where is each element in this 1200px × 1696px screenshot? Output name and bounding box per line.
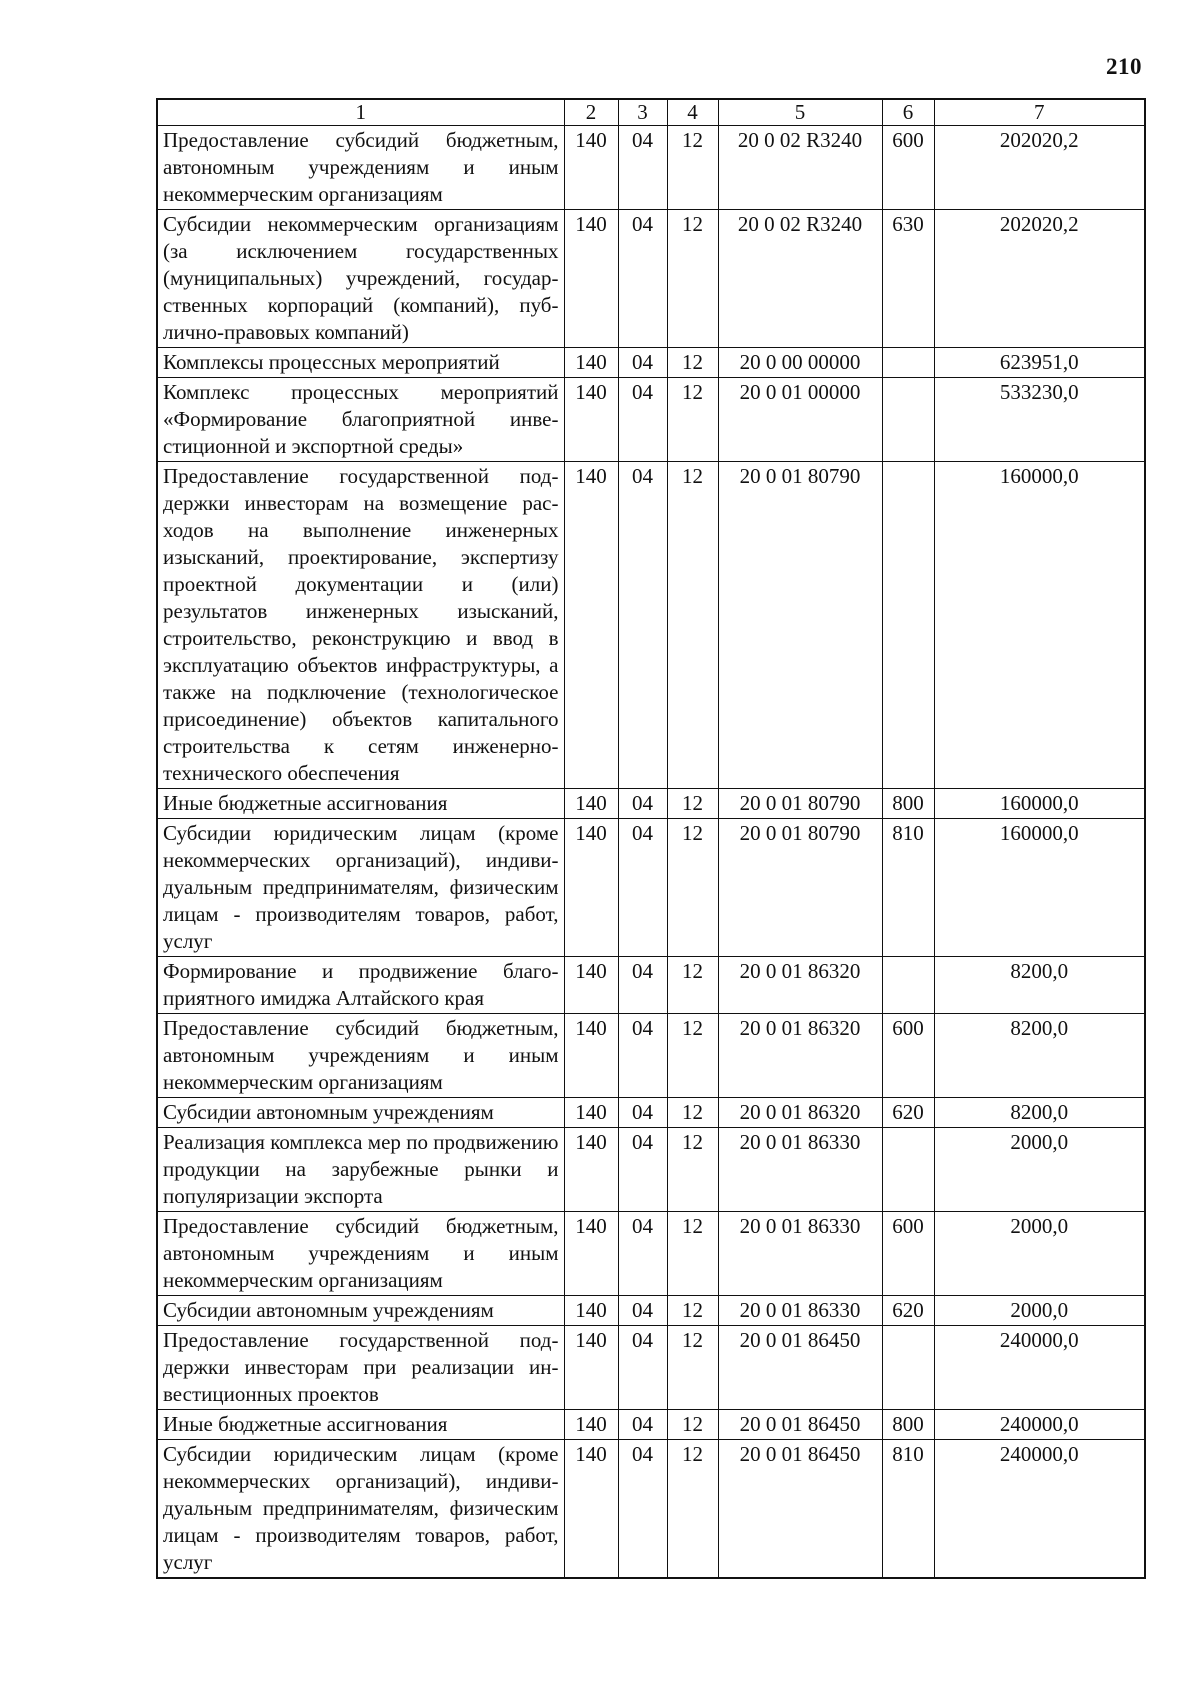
row-col-3: 04 <box>618 1440 667 1579</box>
table-row <box>157 819 1145 957</box>
row-expense-type <box>882 1326 934 1410</box>
row-target-code: 20 0 01 86330 <box>718 1128 882 1212</box>
row-col-4: 12 <box>667 819 718 957</box>
row-col-2: 140 <box>564 1296 618 1326</box>
row-expense-type: 600 <box>882 126 934 210</box>
row-col-4: 12 <box>667 1098 718 1128</box>
table-row <box>157 1212 1145 1296</box>
table-row <box>157 210 1145 348</box>
row-col-3: 04 <box>618 1098 667 1128</box>
page-number: 210 <box>1106 54 1142 79</box>
row-expense-type: 800 <box>882 1410 934 1440</box>
row-col-2: 140 <box>564 1212 618 1296</box>
row-col-3: 04 <box>618 819 667 957</box>
row-description: Реализация комплекса мер по продвижению продукции на зарубежные рынки и популяризации экспорта <box>157 1128 564 1212</box>
row-col-4: 12 <box>667 348 718 378</box>
row-col-3: 04 <box>618 348 667 378</box>
row-col-4: 12 <box>667 1128 718 1212</box>
row-amount: 2000,0 <box>934 1212 1145 1296</box>
row-col-4: 12 <box>667 462 718 789</box>
row-target-code: 20 0 01 86450 <box>718 1326 882 1410</box>
row-target-code: 20 0 01 86320 <box>718 957 882 1014</box>
row-amount: 2000,0 <box>934 1128 1145 1212</box>
row-target-code: 20 0 01 00000 <box>718 378 882 462</box>
row-col-2: 140 <box>564 789 618 819</box>
row-expense-type: 620 <box>882 1098 934 1128</box>
row-col-4: 12 <box>667 210 718 348</box>
row-description: Формирование и продвижение благоприятного имиджа Алтайского края <box>157 957 564 1014</box>
row-col-2: 140 <box>564 1014 618 1098</box>
row-expense-type: 600 <box>882 1014 934 1098</box>
row-description: Субсидии юридическим лицам (кроме некоммерческих организаций), индивидуальным предпринимателям, физическим лицам - производителям товаров, работ, услуг <box>157 819 564 957</box>
row-col-3: 04 <box>618 957 667 1014</box>
row-col-2: 140 <box>564 819 618 957</box>
row-target-code: 20 0 01 80790 <box>718 789 882 819</box>
header-col-5: 5 <box>718 99 882 126</box>
row-col-4: 12 <box>667 1296 718 1326</box>
row-col-3: 04 <box>618 1128 667 1212</box>
row-description: Предоставление субсидий бюджетным, автономным учреждениям и иным некоммерческим организациям <box>157 1014 564 1098</box>
row-description: Субсидии автономным учреждениям <box>157 1098 564 1128</box>
table-row <box>157 1440 1145 1579</box>
row-expense-type: 810 <box>882 1440 934 1579</box>
row-col-2: 140 <box>564 1098 618 1128</box>
table-row <box>157 789 1145 819</box>
row-amount: 8200,0 <box>934 1098 1145 1128</box>
row-col-3: 04 <box>618 1326 667 1410</box>
row-target-code: 20 0 02 R3240 <box>718 210 882 348</box>
row-target-code: 20 0 01 80790 <box>718 462 882 789</box>
row-col-4: 12 <box>667 1014 718 1098</box>
row-description: Иные бюджетные ассигнования <box>157 1410 564 1440</box>
table-row <box>157 126 1145 210</box>
row-target-code: 20 0 01 86330 <box>718 1296 882 1326</box>
row-expense-type <box>882 462 934 789</box>
row-amount: 8200,0 <box>934 957 1145 1014</box>
row-col-2: 140 <box>564 210 618 348</box>
row-col-2: 140 <box>564 126 618 210</box>
row-col-3: 04 <box>618 1410 667 1440</box>
row-description: Предоставление государственной поддержки инвесторам при реализации инвестиционных проектов <box>157 1326 564 1410</box>
row-col-2: 140 <box>564 378 618 462</box>
row-expense-type: 810 <box>882 819 934 957</box>
row-target-code: 20 0 01 86450 <box>718 1440 882 1579</box>
row-expense-type: 600 <box>882 1212 934 1296</box>
row-description: Предоставление субсидий бюджетным, автономным учреждениям и иным некоммерческим организациям <box>157 1212 564 1296</box>
row-amount: 623951,0 <box>934 348 1145 378</box>
row-amount: 160000,0 <box>934 462 1145 789</box>
header-col-4: 4 <box>667 99 718 126</box>
row-col-4: 12 <box>667 126 718 210</box>
row-amount: 2000,0 <box>934 1296 1145 1326</box>
row-expense-type <box>882 378 934 462</box>
row-description: Субсидии юридическим лицам (кроме некоммерческих организаций), индивидуальным предпринимателям, физическим лицам - производителям товаров, работ, услуг <box>157 1440 564 1579</box>
row-expense-type <box>882 348 934 378</box>
table-row <box>157 1326 1145 1410</box>
row-col-3: 04 <box>618 789 667 819</box>
row-target-code: 20 0 01 86320 <box>718 1014 882 1098</box>
row-description: Комплексы процессных мероприятий <box>157 348 564 378</box>
row-target-code: 20 0 01 86330 <box>718 1212 882 1296</box>
table-row <box>157 1128 1145 1212</box>
row-col-3: 04 <box>618 210 667 348</box>
row-description: Предоставление государственной поддержки инвесторам на возмещение расходов на выполнение инженерных изысканий, проектирование, экспертизу проектной документации и (или) результатов инженерных изысканий, строительство, реконструкцию и ввод в эксплуатацию объектов инфраструктуры, а также на подключение (технологическое присоединение) объектов капитального строительства к сетям инженерно-технического обеспечения <box>157 462 564 789</box>
row-col-4: 12 <box>667 1326 718 1410</box>
header-col-7: 7 <box>934 99 1145 126</box>
header-col-2: 2 <box>564 99 618 126</box>
row-col-2: 140 <box>564 1128 618 1212</box>
budget-table <box>156 98 1146 1579</box>
row-target-code: 20 0 00 00000 <box>718 348 882 378</box>
row-expense-type <box>882 957 934 1014</box>
row-col-2: 140 <box>564 462 618 789</box>
row-amount: 202020,2 <box>934 126 1145 210</box>
row-amount: 160000,0 <box>934 789 1145 819</box>
row-expense-type <box>882 1128 934 1212</box>
row-col-3: 04 <box>618 1014 667 1098</box>
row-description: Иные бюджетные ассигнования <box>157 789 564 819</box>
table-row <box>157 462 1145 789</box>
row-col-3: 04 <box>618 462 667 789</box>
table-row <box>157 1296 1145 1326</box>
row-expense-type: 620 <box>882 1296 934 1326</box>
header-col-1: 1 <box>157 99 564 126</box>
row-amount: 8200,0 <box>934 1014 1145 1098</box>
row-target-code: 20 0 01 86450 <box>718 1410 882 1440</box>
row-expense-type: 630 <box>882 210 934 348</box>
table-row <box>157 957 1145 1014</box>
row-col-4: 12 <box>667 378 718 462</box>
row-description: Субсидии некоммерческим организациям (за исключением государственных (муниципальных) учреждений, государственных корпораций (компаний), публично-правовых компаний) <box>157 210 564 348</box>
row-col-4: 12 <box>667 1410 718 1440</box>
row-col-4: 12 <box>667 789 718 819</box>
row-col-2: 140 <box>564 348 618 378</box>
header-col-3: 3 <box>618 99 667 126</box>
row-col-3: 04 <box>618 126 667 210</box>
row-col-2: 140 <box>564 1410 618 1440</box>
row-description: Предоставление субсидий бюджетным, автономным учреждениям и иным некоммерческим организациям <box>157 126 564 210</box>
header-col-6: 6 <box>882 99 934 126</box>
row-amount: 533230,0 <box>934 378 1145 462</box>
table-row <box>157 1410 1145 1440</box>
row-col-3: 04 <box>618 378 667 462</box>
row-amount: 240000,0 <box>934 1326 1145 1410</box>
table-row <box>157 348 1145 378</box>
row-col-2: 140 <box>564 1440 618 1579</box>
row-target-code: 20 0 01 80790 <box>718 819 882 957</box>
table-row <box>157 378 1145 462</box>
row-col-4: 12 <box>667 1440 718 1579</box>
row-col-3: 04 <box>618 1212 667 1296</box>
row-amount: 202020,2 <box>934 210 1145 348</box>
table-row <box>157 1014 1145 1098</box>
table-row <box>157 1098 1145 1128</box>
row-col-3: 04 <box>618 1296 667 1326</box>
row-target-code: 20 0 01 86320 <box>718 1098 882 1128</box>
row-target-code: 20 0 02 R3240 <box>718 126 882 210</box>
row-expense-type: 800 <box>882 789 934 819</box>
row-col-4: 12 <box>667 1212 718 1296</box>
row-description: Комплекс процессных мероприятий «Формирование благоприятной инвестиционной и экспортной среды» <box>157 378 564 462</box>
row-amount: 160000,0 <box>934 819 1145 957</box>
row-description: Субсидии автономным учреждениям <box>157 1296 564 1326</box>
header-row <box>157 99 1145 126</box>
row-col-2: 140 <box>564 957 618 1014</box>
table-body <box>157 126 1145 1579</box>
row-col-4: 12 <box>667 957 718 1014</box>
row-col-2: 140 <box>564 1326 618 1410</box>
row-amount: 240000,0 <box>934 1440 1145 1579</box>
row-amount: 240000,0 <box>934 1410 1145 1440</box>
